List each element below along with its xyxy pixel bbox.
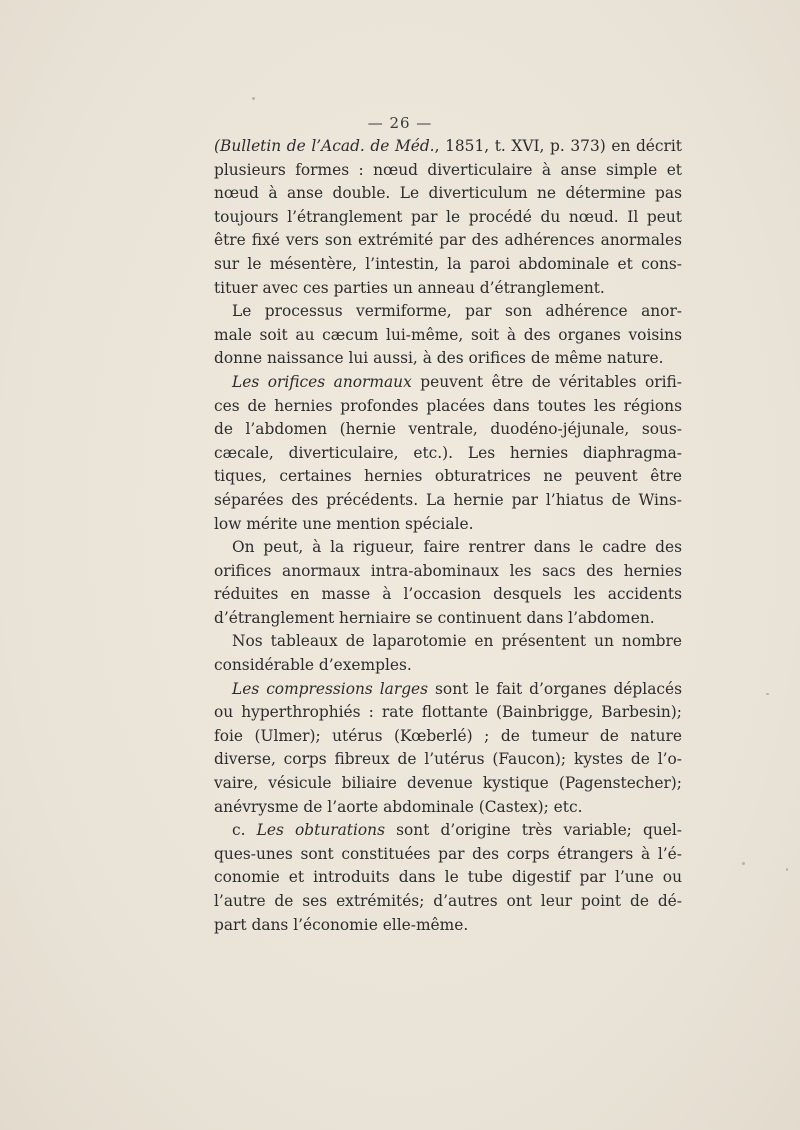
text-run: male soit au cæcum lui-même, soit à des organes voisins (214, 325, 682, 344)
text-line (214, 748, 682, 772)
text-line (214, 513, 682, 537)
text-run: sont le fait d’organes déplacés (428, 679, 682, 698)
text-line (214, 796, 682, 820)
text-run: considérable d’exemples. (214, 656, 412, 675)
text-run: conomie et introduits dans le tube digestif par l’une ou (214, 868, 682, 887)
text-line (214, 300, 682, 324)
italic-phrase: (Bulletin de l’Acad. de Méd. (214, 137, 435, 155)
paper-speck (766, 693, 769, 695)
text-line (214, 607, 682, 631)
text-run: l’autre de ses extrémités; d’autres ont leur point de dé- (214, 892, 682, 910)
paper-speck (742, 862, 745, 865)
text-run: anévrysme de l’aorte abdominale (Castex); etc. (214, 797, 583, 816)
text-run: Nos tableaux de laparotomie en présentent un nombre (232, 632, 682, 651)
text-run: c. (232, 821, 257, 840)
text-run: diverse, corps fibreux de l’utérus (Faucon); kystes de l’o- (214, 750, 682, 769)
text-run: foie (Ulmer); utérus (Kœberlé) ; de tumeur de nature (214, 726, 682, 745)
italic-phrase: Les orifices anormaux (232, 372, 412, 391)
text-line (214, 583, 682, 607)
text-line (214, 277, 682, 301)
text-run: On peut, à la rigueur, faire rentrer dans le cadre des (232, 538, 682, 557)
text-run: séparées des précédents. La hernie par l’hiatus de Wins- (214, 490, 682, 509)
text-line (214, 159, 682, 183)
text-line (214, 630, 682, 654)
text-run: donne naissance lui aussi, à des orifices de même nature. (214, 349, 664, 368)
text-run: orifices anormaux intra-abominaux les sacs des hernies (214, 561, 682, 580)
text-line (214, 725, 682, 749)
text-line (214, 229, 682, 253)
italic-phrase: Les compressions larges (232, 679, 429, 698)
text-run: peuvent être de véritables orifi- (411, 372, 682, 391)
text-run: part dans l’économie elle-même. (214, 915, 469, 934)
text-line (214, 442, 682, 466)
text-line (214, 135, 682, 159)
text-line (214, 465, 682, 489)
text-line (214, 182, 682, 206)
text-line (214, 489, 682, 513)
text-run: réduites en masse à l’occasion desquels les accidents (214, 585, 682, 604)
text-run: ques-unes sont constituées par des corps étrangers à l’é- (214, 844, 682, 863)
text-run: ces de hernies profondes placées dans toutes les régions (214, 396, 682, 415)
text-line (214, 418, 682, 442)
text-line (214, 819, 682, 843)
paper-speck (252, 97, 255, 100)
text-run: , 1851, t. XVI, p. 373) en décrit (434, 137, 682, 155)
text-run: être fixé vers son extrémité par des adhérences anormales (214, 231, 682, 250)
text-line (214, 701, 682, 725)
text-line (214, 536, 682, 560)
page-number: — 26 — (367, 114, 433, 132)
text-run: sur le mésentère, l’intestin, la paroi abdominale et cons- (214, 254, 682, 273)
text-run: ou hyperthrophiés : rate flottante (Bainbrigge, Barbesin); (214, 703, 682, 722)
text-run: sont d’origine très variable; quel- (384, 821, 683, 840)
text-line (214, 253, 682, 277)
text-line (214, 371, 682, 395)
text-run: Le processus vermiforme, par son adhérence anor- (232, 302, 682, 321)
text-run: plusieurs formes : nœud diverticulaire à anse simple et (214, 160, 682, 179)
text-run: d’étranglement herniaire se continuent dans l’abdomen. (214, 608, 655, 627)
text-run: vaire, vésicule biliaire devenue kystique (Pagenstecher); (214, 774, 682, 793)
text-run: tituer avec ces parties un anneau d’étranglement. (214, 278, 605, 297)
text-line (214, 324, 682, 348)
text-run: tiques, certaines hernies obturatrices ne peuvent être (214, 467, 682, 486)
text-run: toujours l’étranglement par le procédé du nœud. Il peut (214, 207, 682, 226)
text-line (214, 654, 682, 678)
text-line (214, 866, 682, 890)
text-run: nœud à anse double. Le diverticulum ne détermine pas (214, 184, 682, 203)
body-text (214, 135, 682, 937)
text-line (214, 843, 682, 867)
italic-phrase: Les obturations (256, 821, 385, 840)
text-line (214, 206, 682, 230)
text-line (214, 772, 682, 796)
text-line (214, 347, 682, 371)
paper-speck (786, 868, 788, 871)
text-run: de l’abdomen (hernie ventrale, duodéno-jéjunale, sous- (214, 420, 682, 439)
text-line (214, 890, 682, 914)
text-run: low mérite une mention spéciale. (214, 514, 474, 533)
text-line (214, 914, 682, 938)
text-line (214, 560, 682, 584)
text-line (214, 678, 682, 702)
text-run: cæcale, diverticulaire, etc.). Les hernies diaphragma- (214, 443, 682, 462)
text-line (214, 395, 682, 419)
